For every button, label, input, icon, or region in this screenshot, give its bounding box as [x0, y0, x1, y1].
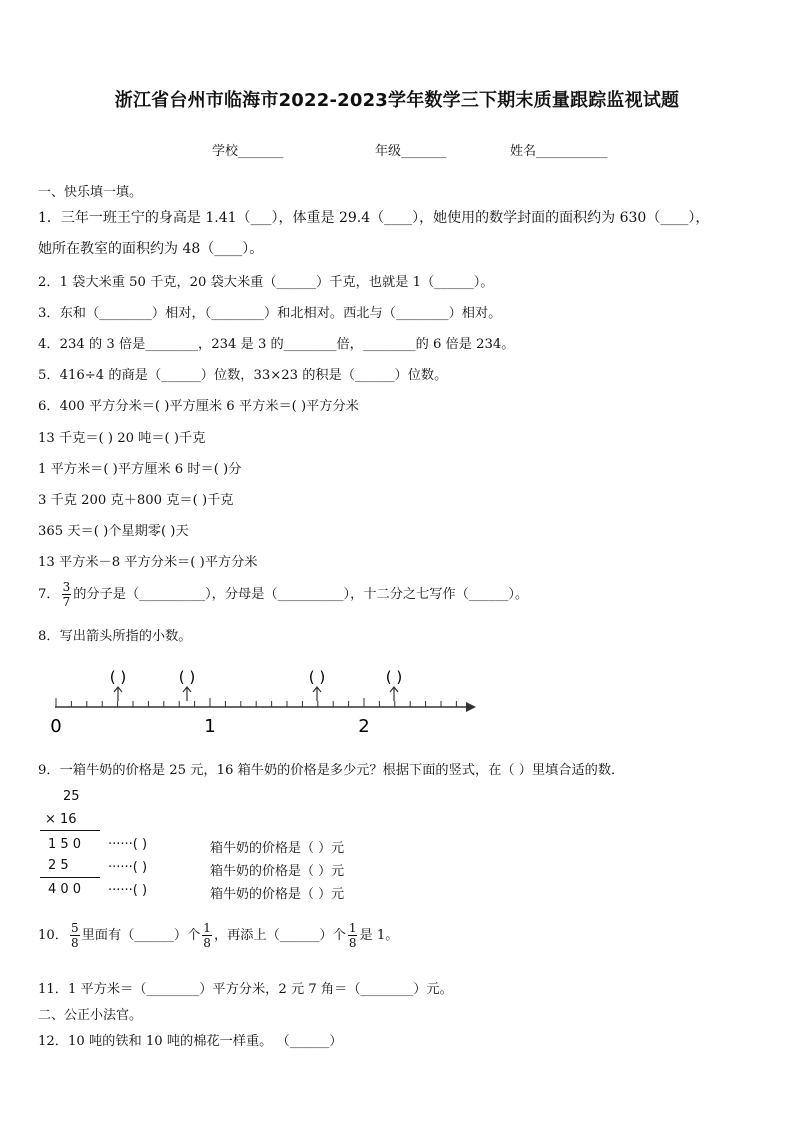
question-6-line-5: 365 天＝( )个星期零( )天: [38, 524, 189, 539]
calc-result: 4 0 0: [48, 882, 82, 897]
calc-multiplicand: 25: [63, 789, 80, 804]
question-12: 12．10 吨的铁和 10 吨的棉花一样重。 （______）: [38, 1034, 343, 1049]
arrow-1: [114, 687, 122, 701]
question-10-text-1: 里面有（______）个: [81, 928, 201, 943]
tick-label-2: 2: [358, 716, 370, 737]
answer-paren-4: ( ): [385, 668, 403, 686]
question-10-text-2: ，再添上（______）个: [213, 928, 346, 943]
arrow-2: [183, 687, 191, 701]
fraction-5-8: $\frac{5}{8}$: [70, 921, 79, 950]
question-5: 5．416÷4 的商是（______）位数，33×23 的积是（______）位数。: [38, 368, 448, 383]
calc-dots-3: ······( ): [108, 883, 148, 898]
answer-paren-2: ( ): [178, 668, 196, 686]
calc-rule-1: [40, 830, 100, 831]
calc-dots-1: ······( ): [108, 837, 148, 852]
number-line: [40, 655, 490, 740]
calc-desc-3: 箱牛奶的价格是（ ）元: [210, 887, 345, 902]
question-1-line-1: 1．三年一班王宁的身高是 1.41（___），体重是 29.4（____），她使用的数学封面的面积约为 630（____），: [38, 210, 710, 226]
question-2: 2．1 袋大米重 50 千克，20 袋大米重（______）千克，也就是 1（______）。: [38, 275, 494, 290]
answer-paren-1: ( ): [109, 668, 127, 686]
arrow-4: [390, 687, 398, 701]
number-line-ticks: [56, 698, 456, 707]
calc-multiplier: × 16: [45, 812, 77, 827]
question-6-line-1: 6．400 平方分米＝( )平方厘米 6 平方米＝( )平方分米: [38, 399, 359, 414]
question-6-line-6: 13 平方米－8 平方分米＝( )平方分米: [38, 555, 258, 570]
calc-partial-2: 2 5: [48, 858, 69, 873]
calc-dots-2: ······( ): [108, 860, 148, 875]
question-9: 9．一箱牛奶的价格是 25 元，16 箱牛奶的价格是多少元？根据下面的竖式，在（ ）里填合适的数．: [38, 763, 625, 778]
fraction-1-8-a: $\frac{1}{8}$: [203, 921, 211, 950]
question-11: 11．1 平方米＝（________）平方分米，2 元 7 角＝（________）元。: [38, 982, 453, 997]
calc-partial-1: 1 5 0: [48, 837, 82, 852]
section-1-heading: 一、快乐填一填。: [38, 185, 143, 200]
question-6-line-4: 3 千克 200 克＋800 克＝( )千克: [38, 493, 234, 508]
question-7-number: 7．: [38, 587, 60, 602]
question-10-number: 10．: [38, 928, 68, 943]
question-10-text-3: 是 1。: [359, 928, 399, 943]
tick-label-1: 1: [204, 716, 216, 737]
fraction-1-8-b: $\frac{1}{8}$: [348, 921, 357, 950]
number-line-arrowhead: [466, 702, 476, 712]
question-7: [38, 580, 528, 609]
answer-paren-3: ( ): [308, 668, 326, 686]
question-10: [38, 921, 398, 950]
page-title: 浙江省台州市临海市2022-2023学年数学三下期末质量跟踪监视试题: [114, 90, 680, 111]
arrow-3: [313, 687, 321, 701]
question-4: 4．234 的 3 倍是________，234 是 3 的________倍，________的 6 倍是 234。: [38, 337, 515, 352]
calc-desc-1: 箱牛奶的价格是（ ）元: [210, 841, 345, 856]
question-1-line-2: 她所在教室的面积约为 48（____）。: [38, 241, 264, 257]
school-field: 学校_______: [212, 144, 284, 159]
fraction-3-7: $\frac{3}{7}$: [62, 580, 71, 609]
question-3: 3．东和（________）相对，（________）和北相对。西北与（________）相对。: [38, 306, 502, 321]
question-8: 8．写出箭头所指的小数。: [38, 629, 192, 644]
calc-desc-2: 箱牛奶的价格是（ ）元: [210, 864, 345, 879]
grade-field: 年级_______: [375, 144, 447, 159]
question-7-text: 的分子是（__________），分母是（__________），十二分之七写作（______）。: [73, 587, 529, 602]
name-field: 姓名___________: [510, 144, 608, 159]
tick-label-0: 0: [50, 716, 62, 737]
calc-rule-2: [40, 877, 100, 878]
question-6-line-2: 13 千克＝( ) 20 吨＝( )千克: [38, 431, 206, 446]
question-6-line-3: 1 平方米＝( )平方厘米 6 时＝( )分: [38, 462, 242, 477]
section-2-heading: 二、公正小法官。: [38, 1008, 143, 1023]
